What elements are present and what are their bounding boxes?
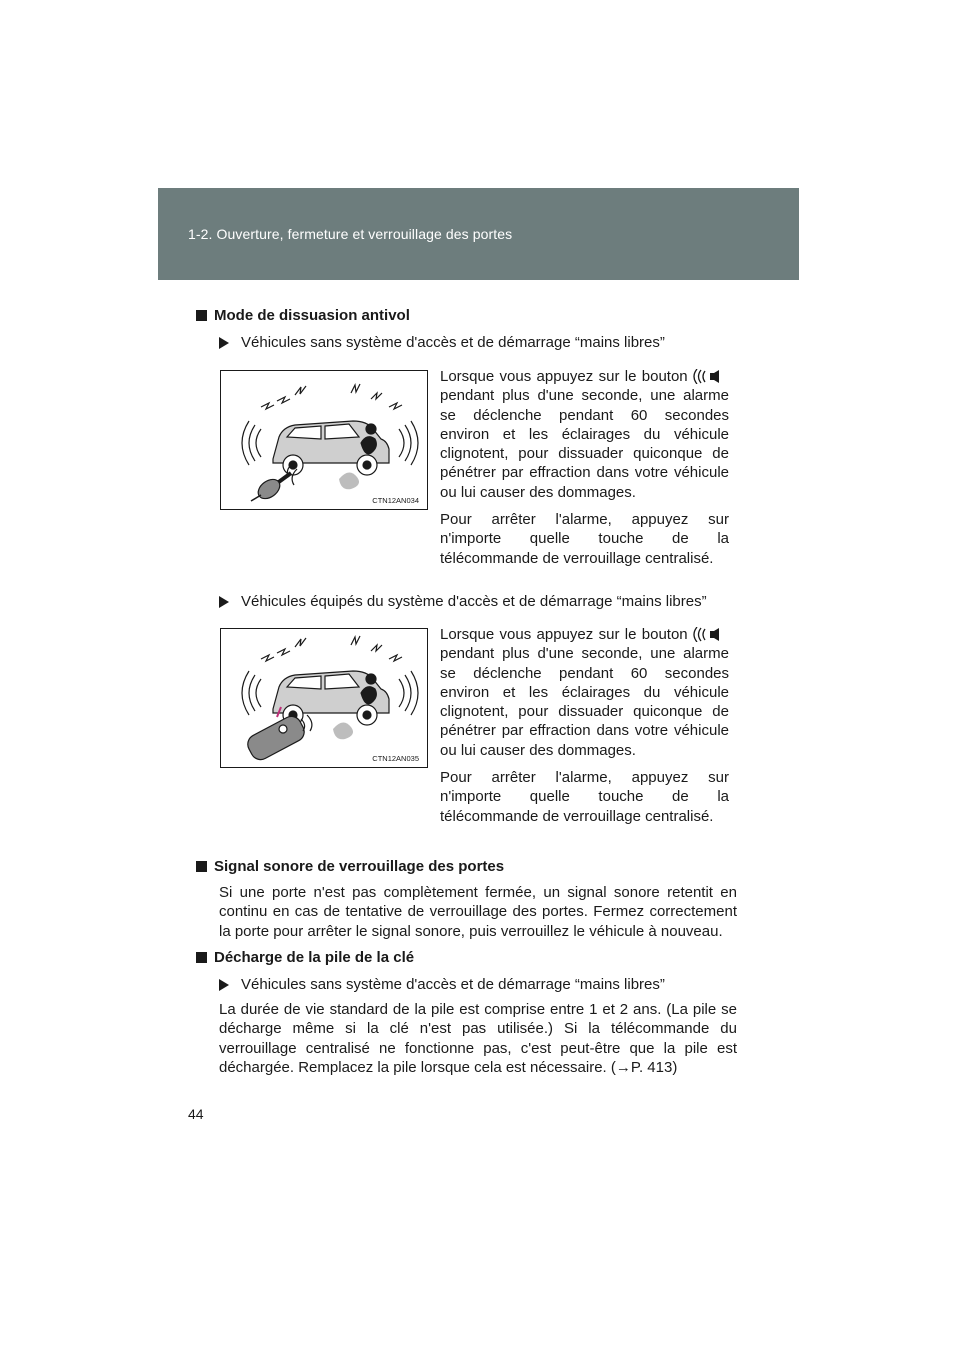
- subsection-label-smart-key: Véhicules équipés du système d'accès et de démarrage “mains libres”: [219, 593, 707, 610]
- figure-code: CTN12AN035: [372, 754, 419, 763]
- page-reference-arrow-icon: →: [615, 1058, 631, 1076]
- section-heading-antitheft: [196, 307, 410, 324]
- key-battery-body: La durée de vie standard de la pile est comprise entre 1 et 2 ans. (La pile se décharge même si la clé n'est pas utilisée.) Si la télécommande du verrouillage centralisé ne fonctionne pas, c'est peut-être que la pile est déchargée. Remplacez la pile lorsque cela est nécessaire. (→P. 413): [219, 1001, 737, 1076]
- car-alarm-illustration: [221, 371, 427, 509]
- square-bullet-icon: [196, 952, 207, 963]
- square-bullet-icon: [196, 310, 207, 321]
- triangle-bullet-icon: [219, 337, 229, 349]
- subsection-label-no-smart-key: Véhicules sans système d'accès et de démarrage “mains libres”: [219, 334, 665, 351]
- text-block-no-smart-key: [440, 367, 729, 568]
- alarm-stop-paragraph: Pour arrêter l'alarme, appuyez sur n'importe quelle touche de la télécommande de verrouillage centralisé.: [440, 769, 729, 825]
- text-block-smart-key: [440, 625, 729, 826]
- panic-button-icon: [693, 627, 729, 642]
- alarm-description-paragraph: Lorsque vous appuyez sur le bouton pendant plus d'une seconde, une alarme se déclenche pendant 60 secondes environ et les éclairages du véhicule clignotent, pour dissuader quiconque de pénétrer par effraction dans votre véhicule ou lui causer des dommages.: [440, 368, 729, 501]
- car-alarm-illustration: [221, 629, 427, 767]
- triangle-bullet-icon: [219, 979, 229, 991]
- alarm-description-paragraph: Lorsque vous appuyez sur le bouton pendant plus d'une seconde, une alarme se déclenche pendant 60 secondes environ et les éclairages du véhicule clignotent, pour dissuader quiconque de pénétrer par effraction dans votre véhicule ou lui causer des dommages.: [440, 626, 729, 759]
- section-title: Signal sonore de verrouillage des portes: [214, 858, 505, 875]
- figure-alarm-with-key: [220, 370, 428, 510]
- chapter-header-band: [158, 188, 799, 280]
- panic-button-icon: [693, 369, 729, 384]
- section-title: Mode de dissuasion antivol: [214, 307, 410, 324]
- figure-alarm-with-smart-key: [220, 628, 428, 768]
- page-number: 44: [188, 1106, 204, 1122]
- section-title: Décharge de la pile de la clé: [214, 949, 415, 966]
- figure-code: CTN12AN034: [372, 496, 419, 505]
- section-heading-key-battery: [196, 949, 414, 966]
- triangle-bullet-icon: [219, 596, 229, 608]
- alarm-stop-paragraph: Pour arrêter l'alarme, appuyez sur n'importe quelle touche de la télécommande de verrouillage centralisé.: [440, 511, 729, 567]
- subsection-label-battery: Véhicules sans système d'accès et de démarrage “mains libres”: [219, 976, 665, 993]
- page-reference-link[interactable]: P. 413: [630, 1058, 673, 1076]
- chapter-title: 1-2. Ouverture, fermeture et verrouillage des portes: [188, 226, 513, 242]
- section-heading-lock-buzzer: [196, 858, 504, 875]
- lock-buzzer-body: Si une porte n'est pas complètement fermée, un signal sonore retentit en continu en cas de tentative de verrouillage des portes. Fermez correctement la porte pour arrêter le signal sonore, puis verrouillez le véhicule à nouveau.: [219, 884, 737, 940]
- square-bullet-icon: [196, 861, 207, 872]
